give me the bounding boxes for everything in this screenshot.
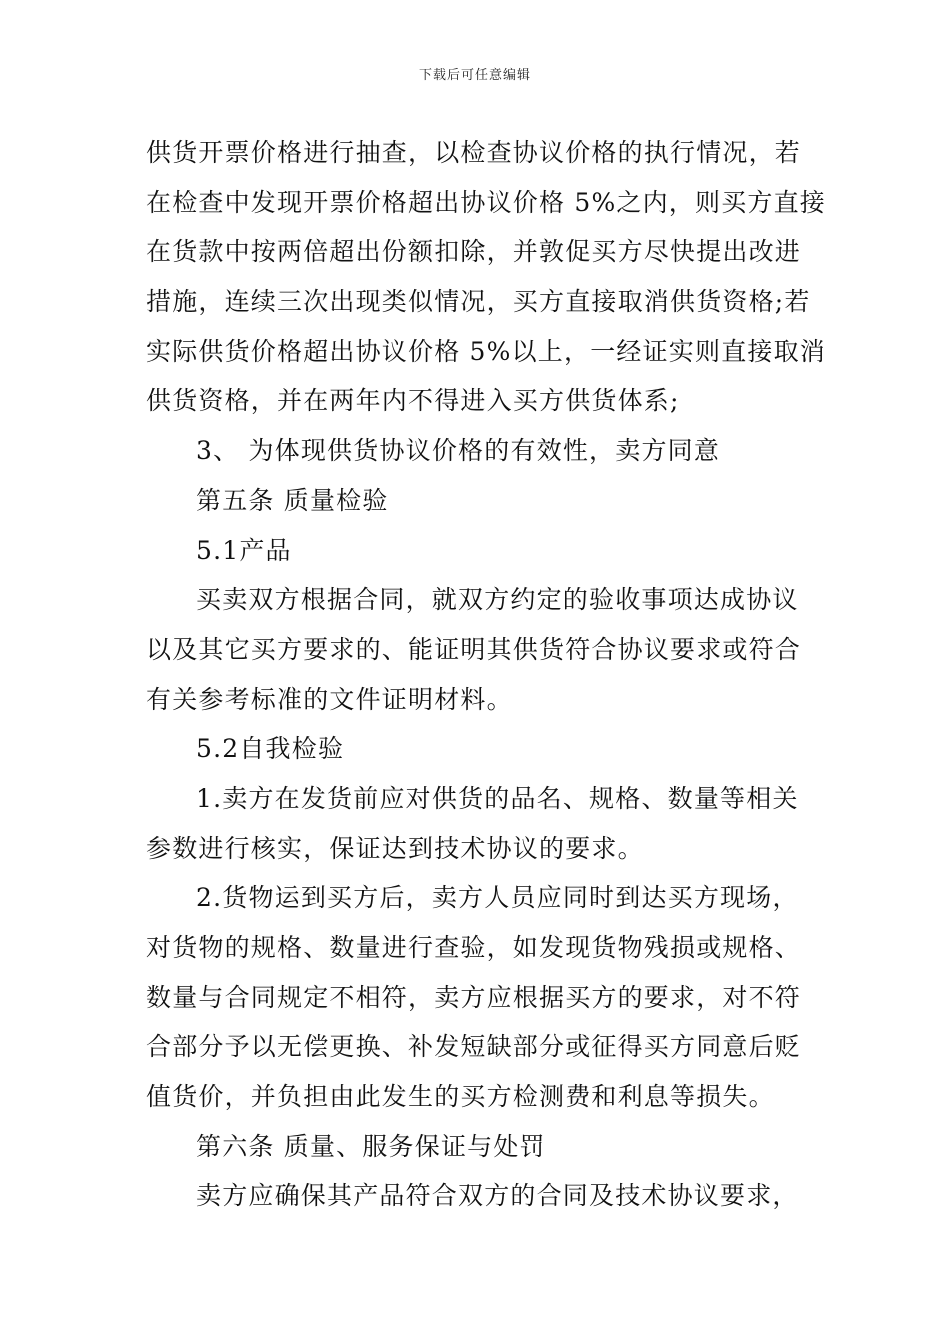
text-line: 3、 为体现供货协议价格的有效性，卖方同意 bbox=[196, 436, 721, 466]
text-line: 对货物的规格、数量进行查验，如发现货物残损或规格、 bbox=[146, 933, 802, 962]
page-header-note: 下载后可任意编辑 bbox=[418, 68, 531, 83]
text-line: 5.1产品 bbox=[196, 535, 292, 565]
text-line: 措施，连续三次出现类似情况，买方直接取消供货资格;若 bbox=[146, 287, 811, 317]
text-line: 参数进行核实，保证达到技术协议的要求。 bbox=[146, 833, 644, 863]
text-line: 数量与合同规定不相符，卖方应根据买方的要求，对不符 bbox=[146, 982, 802, 1012]
text-line: 以及其它买方要求的、能证明其供货符合协议要求或符合 bbox=[146, 634, 802, 664]
text-line: 第六条 质量、服务保证与处罚 bbox=[196, 1131, 546, 1161]
text-line: 合部分予以无偿更换、补发短缺部分或征得买方同意后贬 bbox=[146, 1032, 802, 1062]
text-line: 供货开票价格进行抽查，以检查协议价格的执行情况，若 bbox=[146, 138, 802, 167]
text-line: 1.卖方在发货前应对供货的品名、规格、数量等相关 bbox=[196, 783, 799, 813]
text-line: 实际供货价格超出协议价格 5%以上，一经证实则直接取消 bbox=[146, 336, 827, 366]
text-line: 供货资格，并在两年内不得进入买方供货体系; bbox=[146, 386, 680, 416]
document-body bbox=[146, 128, 827, 1221]
text-line: 在货款中按两倍超出份额扣除，并敦促买方尽快提出改进 bbox=[146, 237, 802, 267]
text-line: 有关参考标准的文件证明材料。 bbox=[146, 684, 513, 714]
text-line: 5.2自我检验 bbox=[196, 734, 345, 764]
text-line: 买卖双方根据合同，就双方约定的验收事项达成协议 bbox=[196, 585, 799, 615]
text-line: 卖方应确保其产品符合双方的合同及技术协议要求， bbox=[196, 1181, 799, 1211]
text-line: 值货价，并负担由此发生的买方检测费和利息等损失。 bbox=[146, 1082, 775, 1112]
text-line: 第五条 质量检验 bbox=[196, 485, 389, 515]
text-line: 在检查中发现开票价格超出协议价格 5%之内，则买方直接 bbox=[146, 187, 827, 217]
text-line: 2.货物运到买方后，卖方人员应同时到达买方现场， bbox=[196, 883, 799, 913]
